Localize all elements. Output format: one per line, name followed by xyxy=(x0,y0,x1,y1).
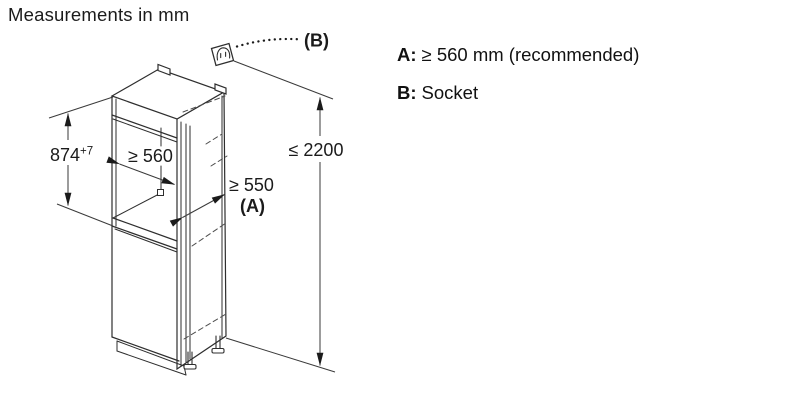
legend-text-a: ≥ 560 mm (recommended) xyxy=(421,44,640,65)
socket-ref-label: (B) xyxy=(304,30,329,51)
cabinet-right-panel xyxy=(177,92,226,369)
socket-leader-dots xyxy=(237,39,302,47)
legend-key-a: A: xyxy=(397,44,417,65)
dimension-niche-depth-ref: (A) xyxy=(240,196,265,216)
socket-icon xyxy=(212,44,234,66)
legend-item-b xyxy=(397,82,478,104)
legend-key-b: B: xyxy=(397,82,417,103)
cabinet-outline xyxy=(112,65,227,376)
dimension-niche-width-label: ≥ 560 xyxy=(128,146,173,166)
dimension-niche-width xyxy=(120,146,175,185)
dimension-niche-depth-label: ≥ 550 xyxy=(229,175,274,195)
niche-fixing-point xyxy=(158,190,164,196)
legend-text-b: Socket xyxy=(421,82,479,103)
base-cabinet-door xyxy=(112,226,179,361)
dimension-niche-height xyxy=(49,97,113,226)
socket-callout xyxy=(212,31,330,66)
dimension-niche-height-label: $874^{+7}$ xyxy=(50,145,94,165)
page-title: Measurements in mm xyxy=(8,4,190,25)
legend-item-a xyxy=(397,44,639,66)
base-cabinet-plinth xyxy=(117,341,186,375)
niche-interior xyxy=(113,128,164,218)
dimension-max-height xyxy=(226,61,343,372)
dimension-max-height-label: ≤ 2200 xyxy=(288,140,344,160)
